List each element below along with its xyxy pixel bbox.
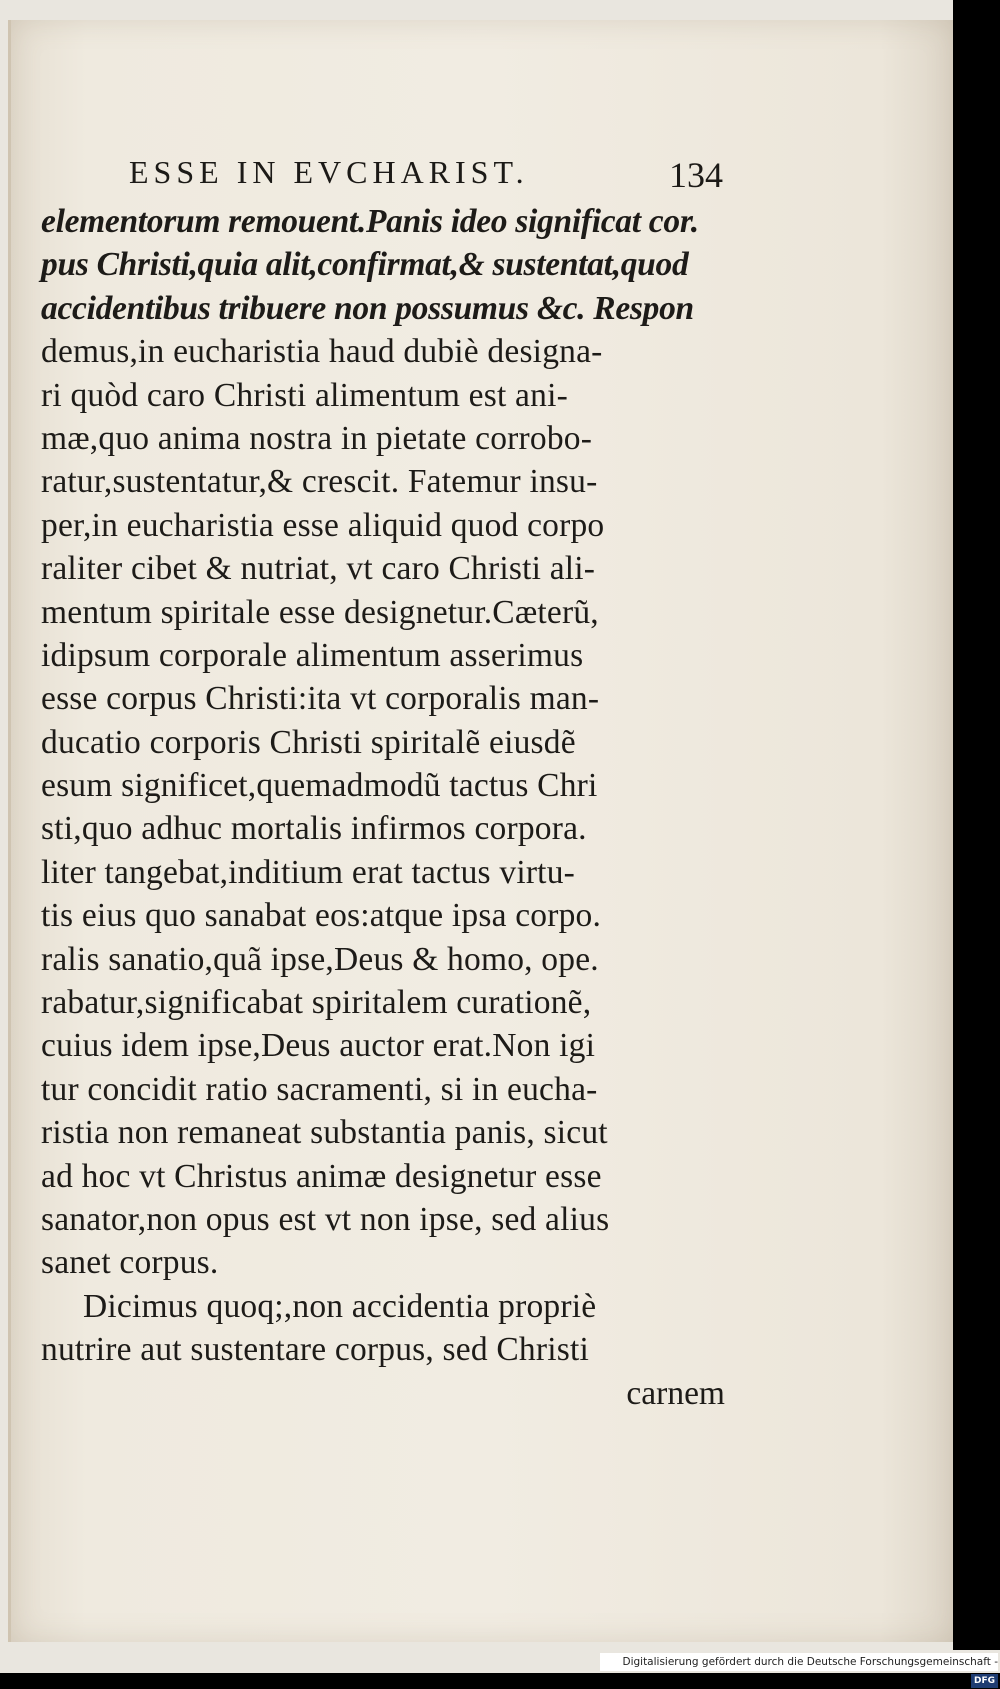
text-line: tis eius quo sanabat eos:atque ipsa corpo.: [41, 897, 602, 935]
book-page: [8, 20, 956, 1642]
text-line: ristia non remaneat substantia panis, sicut: [41, 1114, 608, 1152]
text-line: accidentibus tribuere non possumus &c. Respon: [41, 289, 694, 327]
text-line: ad hoc vt Christus animæ designetur esse: [41, 1157, 602, 1195]
text-line: sanet corpus.: [41, 1244, 219, 1282]
credit-text: Digitalisierung gefördert durch die Deutsche Forschungsgemeinschaft -: [622, 1656, 998, 1668]
text-line: ducatio corporis Christi spiritalẽ eiusdẽ: [41, 723, 576, 761]
text-line: pus Christi,quia alit,confirmat,& sustentat,quod: [41, 246, 689, 284]
text-line: ri quòd caro Christi alimentum est ani-: [41, 376, 568, 414]
text-line: raliter cibet & nutriat, vt caro Christi ali-: [41, 550, 596, 588]
text-line: cuius idem ipse,Deus auctor erat.Non igi: [41, 1027, 596, 1065]
dfg-logo-icon: DFG: [971, 1674, 998, 1688]
text-line: elementorum remouent.Panis ideo significat cor.: [41, 203, 699, 240]
text-line: ralis sanatio,quã ipse,Deus & homo, ope.: [41, 940, 599, 978]
text-line: sti,quo adhuc mortalis infirmos corpora.: [41, 810, 587, 848]
text-line: esse corpus Christi:ita vt corporalis man-: [41, 680, 600, 718]
text-line: Dicimus quoq;,non accidentia propriè: [83, 1287, 597, 1325]
text-line: liter tangebat,inditium erat tactus virtu-: [41, 853, 575, 891]
catchword: carnem: [626, 1374, 725, 1412]
running-head: ESSE IN EVCHARIST.: [129, 154, 529, 190]
text-line: mentum spiritale esse designetur.Cæterũ,: [41, 593, 599, 631]
text-line: idipsum corporale alimentum asserimus: [41, 636, 584, 674]
text-line: esum significet,quemadmodũ tactus Chri: [41, 767, 598, 805]
digitization-credit: [600, 1653, 998, 1686]
scan-background: [953, 0, 1000, 1650]
body-text: [41, 200, 733, 1415]
text-line: nutrire aut sustentare corpus, sed Christi: [41, 1331, 589, 1369]
text-line: mæ,quo anima nostra in pietate corrobo-: [41, 419, 593, 457]
text-line: demus,in eucharistia haud dubiè designa-: [41, 333, 603, 371]
text-line: ratur,sustentatur,& crescit. Fatemur insu-: [41, 463, 598, 501]
text-line: rabatur,significabat spiritalem curationẽ,: [41, 984, 592, 1022]
text-line: sanator,non opus est vt non ipse, sed alius: [41, 1200, 610, 1238]
text-line: per,in eucharistia esse aliquid quod corpo: [41, 506, 605, 544]
page-header: [129, 154, 729, 204]
text-line: tur concidit ratio sacramenti, si in eucha-: [41, 1070, 598, 1108]
page-number: 134: [669, 155, 723, 195]
